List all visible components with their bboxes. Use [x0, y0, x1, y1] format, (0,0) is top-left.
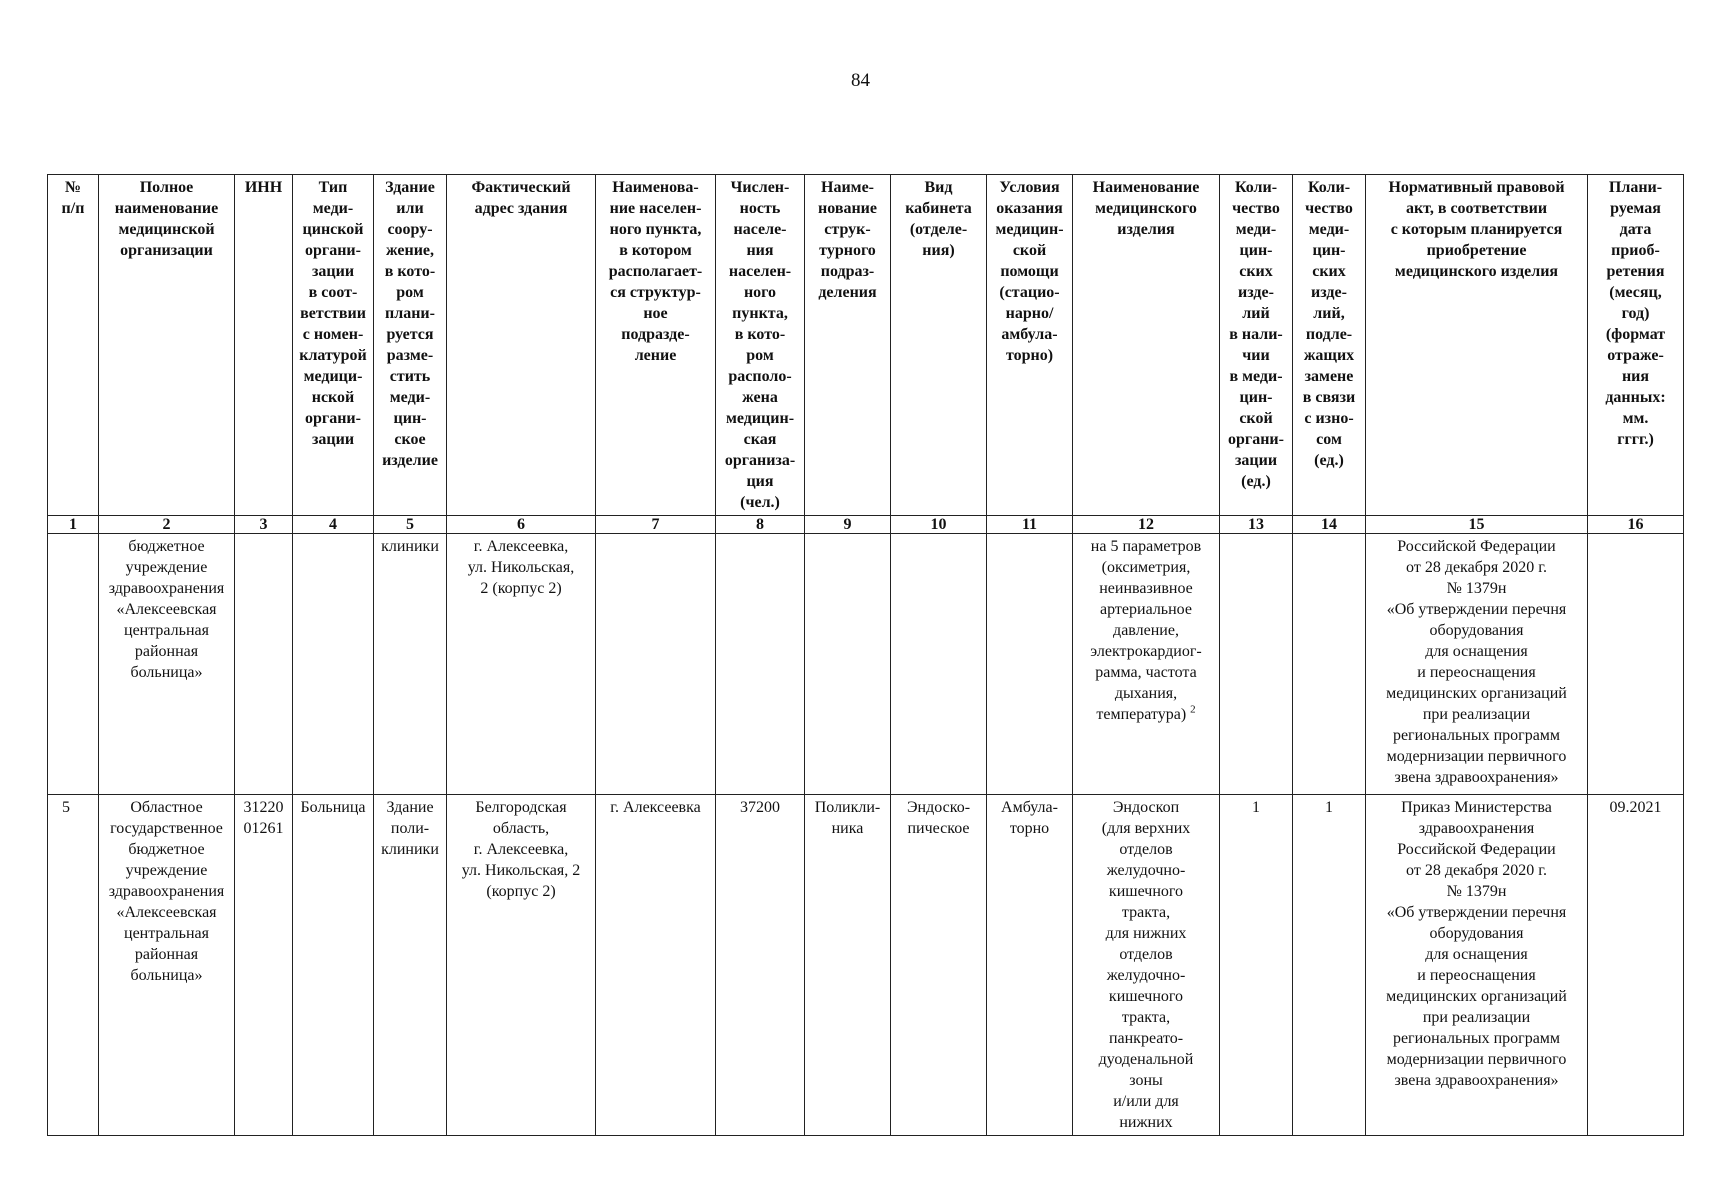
table-header-row [48, 175, 1684, 516]
organization-name: Областное государственное бюджетное учреждение здравоохранения «Алексеевская центральная районная больница» [99, 795, 235, 1136]
column-number: 3 [235, 516, 293, 534]
header-cell: Полное наименование медицинской организации [99, 175, 235, 516]
locality-cell: г. Алексеевка [596, 795, 716, 1136]
header-cell: Нормативный правовой акт, в соответствии с которым планируется приобретение медицинского изделия [1366, 175, 1588, 516]
header-cell: Коли- чество меди- цин- ских изде- лий, подле- жащих замене в связи с изно- сом (ед.) [1293, 175, 1366, 516]
locality-cell [596, 534, 716, 795]
organization-type: Больница [293, 795, 374, 1136]
header-cell: Условия оказания медицин- ской помощи (стацио- нарно/ амбула- торно) [987, 175, 1073, 516]
header-cell: ИНН [235, 175, 293, 516]
footnote-marker: 2 [1190, 703, 1196, 716]
inn-cell [235, 534, 293, 795]
column-number: 7 [596, 516, 716, 534]
device-cell [1073, 534, 1220, 795]
header-cell: Фактический адрес здания [447, 175, 596, 516]
column-number: 15 [1366, 516, 1588, 534]
quantity-present-cell: 1 [1220, 795, 1293, 1136]
quantity-present-cell [1220, 534, 1293, 795]
medical-equipment-table [47, 174, 1684, 1136]
quantity-replace-cell [1293, 534, 1366, 795]
column-number: 1 [48, 516, 99, 534]
planned-date-cell [1588, 534, 1684, 795]
building-cell: Здание поли- клиники [374, 795, 447, 1136]
unit-cell: Поликли- ника [805, 795, 891, 1136]
header-cell: Наименование медицинского изделия [1073, 175, 1220, 516]
column-number: 14 [1293, 516, 1366, 534]
column-number: 5 [374, 516, 447, 534]
column-number: 11 [987, 516, 1073, 534]
row-number: 5 [48, 795, 99, 1136]
column-number: 2 [99, 516, 235, 534]
header-cell: Числен- ность населе- ния населен- ного пункта, в кото- ром располо- жена медицин- ская организа- ция (чел.) [716, 175, 805, 516]
unit-cell [805, 534, 891, 795]
column-number-row [48, 516, 1684, 534]
cabinet-cell: Эндоско- пическое [891, 795, 987, 1136]
address-cell: Белгородская область, г. Алексеевка, ул. Никольская, 2 (корпус 2) [447, 795, 596, 1136]
header-cell: Здание или соору- жение, в кото- ром плани- руется разме- стить меди- цин- ское изделие [374, 175, 447, 516]
row-number [48, 534, 99, 795]
table-row [48, 795, 1684, 1136]
device-name: на 5 параметров (оксиметрия, неинвазивное артериальное давление, электрокардиог- рамма, частота дыхания, температура) [1090, 538, 1202, 723]
column-number: 6 [447, 516, 596, 534]
header-cell: Наиме- нование струк- турного подраз- деления [805, 175, 891, 516]
header-cell: Наименова- ние населен- ного пункта, в котором располагает- ся структур- ное подразде- ление [596, 175, 716, 516]
header-cell: Коли- чество меди- цин- ских изде- лий в нали- чии в меди- цин- ской органи- зации (ед.) [1220, 175, 1293, 516]
building-cell: клиники [374, 534, 447, 795]
table-row [48, 534, 1684, 795]
population-cell [716, 534, 805, 795]
inn-cell: 31220 01261 [235, 795, 293, 1136]
column-number: 12 [1073, 516, 1220, 534]
device-cell: Эндоскоп (для верхних отделов желудочно- кишечного тракта, для нижних отделов желудочно- кишечного тракта, панкреато- дуоденальной зоны и/или для нижних [1073, 795, 1220, 1136]
column-number: 4 [293, 516, 374, 534]
organization-type [293, 534, 374, 795]
cabinet-cell [891, 534, 987, 795]
column-number: 16 [1588, 516, 1684, 534]
column-number: 10 [891, 516, 987, 534]
column-number: 9 [805, 516, 891, 534]
conditions-cell: Амбула- торно [987, 795, 1073, 1136]
header-cell: Вид кабинета (отделе- ния) [891, 175, 987, 516]
quantity-replace-cell: 1 [1293, 795, 1366, 1136]
legal-act-cell: Приказ Министерства здравоохранения Российской Федерации от 28 декабря 2020 г. № 1379н «Об утверждении перечня оборудования для оснащения и переоснащения медицинских организаций при реализации региональных программ модернизации первичного звена здравоохранения» [1366, 795, 1588, 1136]
legal-act-cell: Российской Федерации от 28 декабря 2020 г. № 1379н «Об утверждении перечня оборудования для оснащения и переоснащения медицинских организаций при реализации региональных программ модернизации первичного звена здравоохранения» [1366, 534, 1588, 795]
planned-date-cell: 09.2021 [1588, 795, 1684, 1136]
header-cell: Тип меди- цинской органи- зации в соот- ветствии с номен- клатурой медици- нской органи- зации [293, 175, 374, 516]
column-number: 13 [1220, 516, 1293, 534]
page-number: 84 [851, 70, 870, 91]
population-cell: 37200 [716, 795, 805, 1136]
conditions-cell [987, 534, 1073, 795]
header-cell: Плани- руемая дата приоб- ретения (месяц, год) (формат отраже- ния данных: мм. гггг.) [1588, 175, 1684, 516]
column-number: 8 [716, 516, 805, 534]
organization-name: бюджетное учреждение здравоохранения «Алексеевская центральная районная больница» [99, 534, 235, 795]
header-cell: № п/п [48, 175, 99, 516]
address-cell: г. Алексеевка, ул. Никольская, 2 (корпус 2) [447, 534, 596, 795]
